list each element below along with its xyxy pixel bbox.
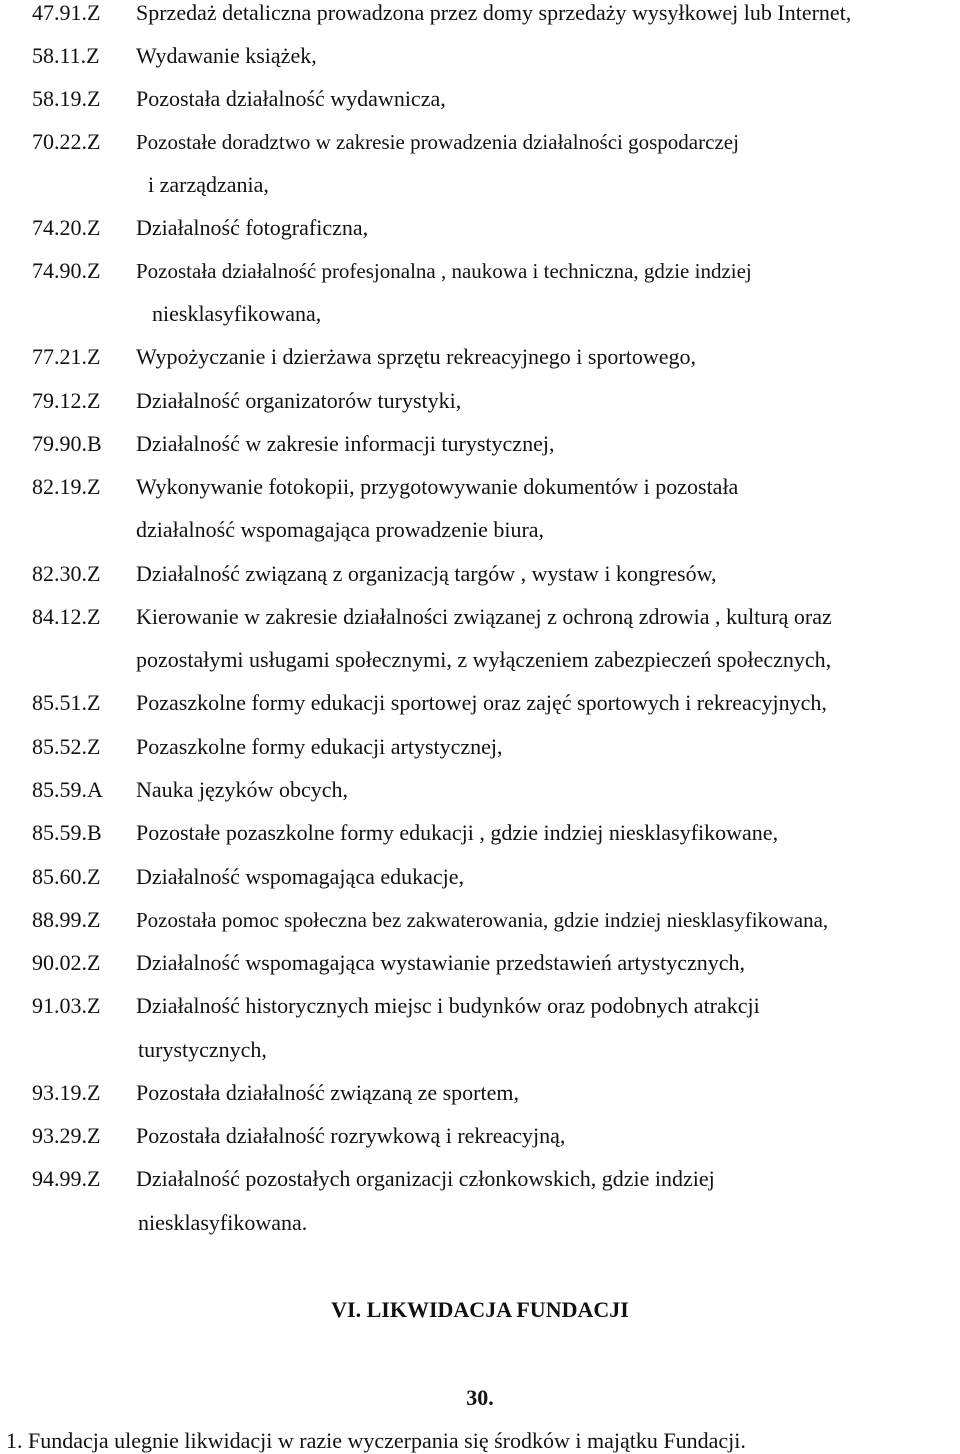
pkd-description: Działalność wspomagająca edukacje, <box>136 864 465 889</box>
pkd-code: 85.51.Z <box>32 690 101 715</box>
pkd-code: 70.22.Z <box>32 129 101 154</box>
pkd-description: Pozostała działalność wydawnicza, <box>136 86 446 111</box>
list-item <box>32 344 960 370</box>
pkd-description: Pozostała działalność profesjonalna , naukowa i techniczna, gdzie indziej <box>136 259 752 283</box>
pkd-code: 85.59.B <box>32 820 102 845</box>
pkd-code: 88.99.Z <box>32 907 101 932</box>
list-item <box>32 820 960 846</box>
list-item <box>32 777 960 803</box>
list-item <box>32 0 960 26</box>
list-item <box>32 43 960 69</box>
pkd-description: Pozostała pomoc społeczna bez zakwaterowania, gdzie indziej niesklasyfikowana, <box>136 908 829 932</box>
list-item <box>32 1123 960 1149</box>
pkd-description-continuation: niesklasyfikowana, <box>152 301 322 326</box>
list-item <box>32 1166 960 1192</box>
pkd-description: Pozostałe pozaszkolne formy edukacji , gdzie indziej niesklasyfikowane, <box>136 820 779 845</box>
pkd-description: Działalność historycznych miejsc i budynków oraz podobnych atrakcji <box>136 993 760 1018</box>
pkd-description: Działalność fotograficzna, <box>136 215 369 240</box>
pkd-code: 85.59.A <box>32 777 103 802</box>
pkd-code: 79.12.Z <box>32 388 101 413</box>
pkd-description: Działalność związaną z organizacją targów , wystaw i kongresów, <box>136 561 717 586</box>
list-item <box>32 690 960 716</box>
paragraph-number: 30. <box>466 1385 494 1410</box>
pkd-description: Sprzedaż detaliczna prowadzona przez domy sprzedaży wysyłkowej lub Internet, <box>136 0 852 25</box>
list-item <box>32 388 960 414</box>
pkd-description: Pozostała działalność związaną ze sportem, <box>136 1080 520 1105</box>
list-item <box>32 950 960 976</box>
list-item <box>32 86 960 112</box>
pkd-code: 47.91.Z <box>32 0 101 25</box>
pkd-description-continuation: pozostałymi usługami społecznymi, z wyłączeniem zabezpieczeń społecznych, <box>136 647 832 672</box>
list-item <box>32 864 960 890</box>
list-item <box>32 734 960 760</box>
pkd-code: 90.02.Z <box>32 950 101 975</box>
pkd-description: Wykonywanie fotokopii, przygotowywanie dokumentów i pozostała <box>136 474 739 499</box>
pkd-description-continuation: działalność wspomagająca prowadzenie biura, <box>136 517 545 542</box>
pkd-description: Nauka języków obcych, <box>136 777 348 802</box>
pkd-code: 84.12.Z <box>32 604 101 629</box>
list-item <box>32 129 960 155</box>
list-item <box>32 1080 960 1106</box>
pkd-description: Działalność w zakresie informacji turystycznej, <box>136 431 555 456</box>
pkd-description: Pozaszkolne formy edukacji sportowej oraz zajęć sportowych i rekreacyjnych, <box>136 690 827 715</box>
pkd-description: Wypożyczanie i dzierżawa sprzętu rekreacyjnego i sportowego, <box>136 344 697 369</box>
list-item <box>32 907 960 933</box>
pkd-description: Działalność wspomagająca wystawianie przedstawień artystycznych, <box>136 950 746 975</box>
list-item <box>32 993 960 1019</box>
list-item <box>32 215 960 241</box>
pkd-code: 58.19.Z <box>32 86 101 111</box>
pkd-code: 85.60.Z <box>32 864 101 889</box>
pkd-description: Działalność pozostałych organizacji członkowskich, gdzie indziej <box>136 1166 715 1191</box>
pkd-description: Wydawanie książek, <box>136 43 317 68</box>
pkd-code: 85.52.Z <box>32 734 101 759</box>
pkd-code: 74.20.Z <box>32 215 101 240</box>
pkd-description: Pozostałe doradztwo w zakresie prowadzenia działalności gospodarczej <box>136 130 739 154</box>
pkd-description-continuation: niesklasyfikowana. <box>138 1210 308 1235</box>
pkd-description-continuation: i zarządzania, <box>148 172 269 197</box>
pkd-code: 93.19.Z <box>32 1080 101 1105</box>
section-heading: VI. LIKWIDACJA FUNDACJI <box>331 1297 629 1322</box>
pkd-code: 74.90.Z <box>32 258 101 283</box>
pkd-description-continuation: turystycznych, <box>138 1037 267 1062</box>
pkd-description: Kierowanie w zakresie działalności związanej z ochroną zdrowia , kulturą oraz <box>136 604 832 629</box>
pkd-code: 93.29.Z <box>32 1123 101 1148</box>
list-item <box>32 474 960 500</box>
pkd-code: 58.11.Z <box>32 43 100 68</box>
pkd-code: 91.03.Z <box>32 993 101 1018</box>
pkd-code: 94.99.Z <box>32 1166 101 1191</box>
pkd-description: Pozostała działalność rozrywkową i rekreacyjną, <box>136 1123 566 1148</box>
pkd-code: 79.90.B <box>32 431 102 456</box>
list-item <box>32 604 960 630</box>
pkd-description: Działalność organizatorów turystyki, <box>136 388 462 413</box>
pkd-code: 82.30.Z <box>32 561 101 586</box>
list-item <box>32 258 960 284</box>
list-item <box>32 561 960 587</box>
clause-text: 1. Fundacja ulegnie likwidacji w razie wyczerpania się środków i majątku Fundacji. <box>6 1428 746 1453</box>
pkd-description: Pozaszkolne formy edukacji artystycznej, <box>136 734 503 759</box>
list-item <box>32 431 960 457</box>
pkd-code: 77.21.Z <box>32 344 101 369</box>
pkd-code: 82.19.Z <box>32 474 101 499</box>
